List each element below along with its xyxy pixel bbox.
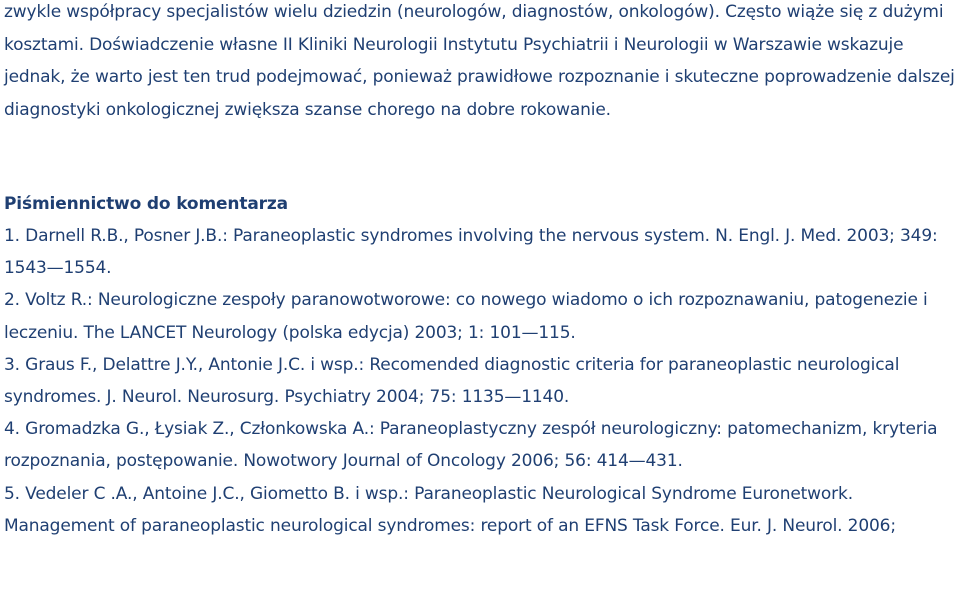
reference-item: 3. Graus F., Delattre J.Y., Antonie J.C. i wsp.: Recomended diagnostic criteria for paraneoplastic neurological syndromes. J. Neurol. Neurosurg. Psychiatry 2004; 75: 1135—1140. <box>4 354 900 408</box>
reference-item: 1. Darnell R.B., Posner J.B.: Paraneoplastic syndromes involving the nervous system. N. Engl. J. Med. 2003; 349: 1543—1554. <box>4 226 938 279</box>
section-title: Piśmiennictwo do komentarza <box>4 194 288 214</box>
intro-paragraph: zwykle współpracy specjalistów wielu dziedzin (neurologów, diagnostów, onkologów). Często wiąże się z dużymi kosztami. Doświadczenie własne II Kliniki Neurologii Instytutu Psychiatrii i Neurologii w Warszawie wskazuje jednak, że warto jest ten trud podejmować, ponieważ prawidłowe rozpoznanie i skuteczne poprowadzenie dalszej diagnostyki onkologicznej zwiększa szanse chorego na dobre rokowanie. <box>4 2 955 120</box>
reference-list <box>4 220 956 542</box>
reference-item: 2. Voltz R.: Neurologiczne zespoły paranowotworowe: co nowego wiadomo o ich rozpoznawaniu, patogenezie i leczeniu. The LANCET Neurology (polska edycja) 2003; 1: 101—115. <box>4 290 928 343</box>
reference-item: 5. Vedeler C .A., Antoine J.C., Giometto B. i wsp.: Paraneoplastic Neurological Syndrome Euronetwork. Management of paraneoplastic neurological syndromes: report of an EFNS Task Force. Eur. J. Neurol. 2006; <box>4 483 896 536</box>
reference-item: 4. Gromadzka G., Łysiak Z., Członkowska A.: Paraneoplastyczny zespół neurologiczny: patomechanizm, kryteria rozpoznania, postępowanie. Nowotwory Journal of Oncology 2006; 56: 414—431. <box>4 419 938 472</box>
document-page <box>4 0 956 601</box>
